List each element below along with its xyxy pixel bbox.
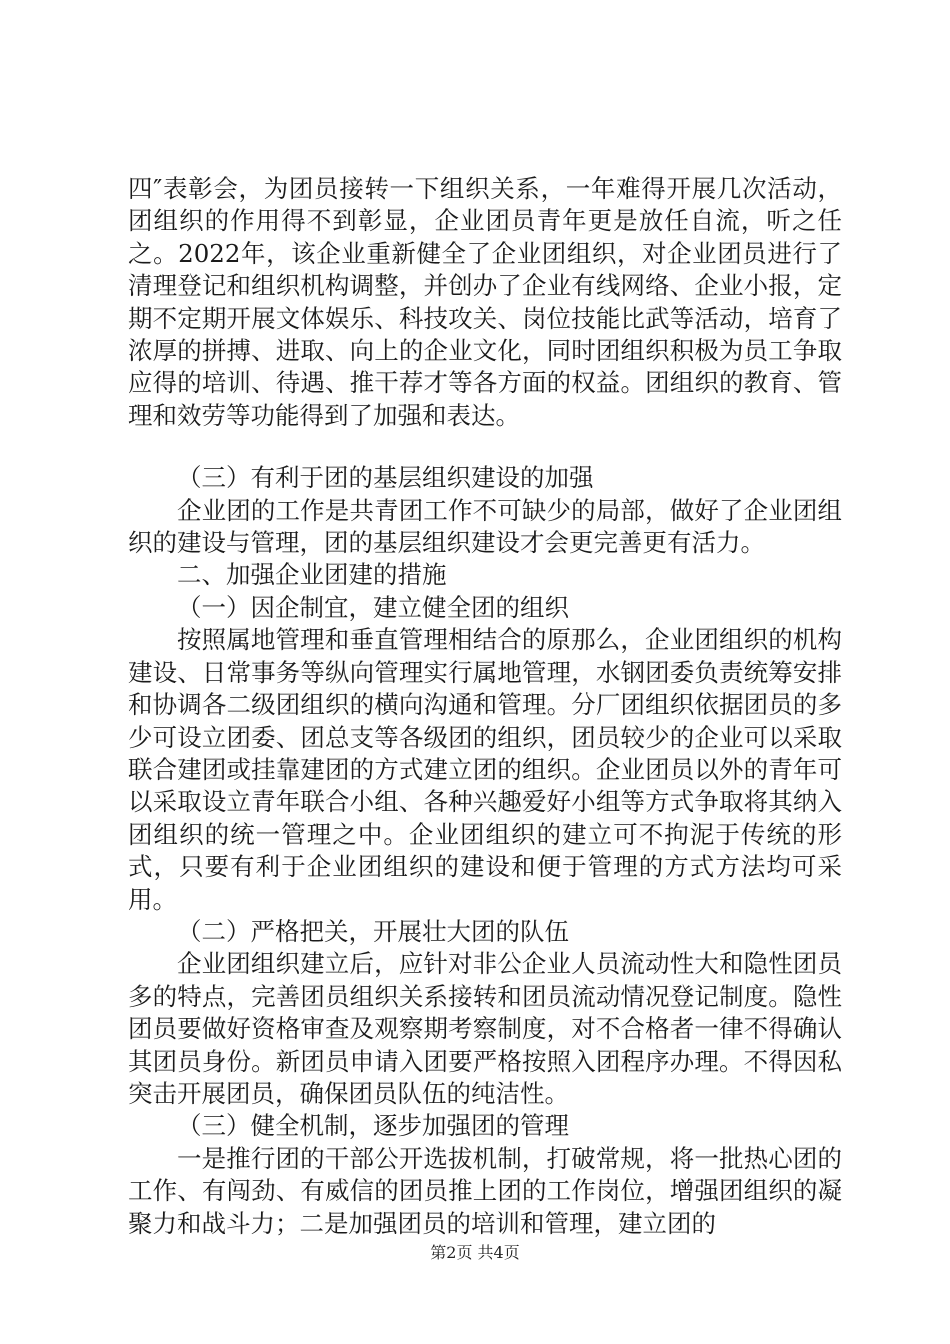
paragraph-team: 企业团组织建立后，应针对非公企业人员流动性大和隐性团员多的特点，完善团员组织关系接转和团员流动情况登记制度。隐性团员要做好资格审查及观察期考察制度，对不合格者一律不得确认其团员身份。新团员申请入团要严格按照入团程序办理。不得因私突击开展团员，确保团员队伍的纯洁性。 bbox=[128, 949, 842, 1108]
paragraph-grassroots: 企业团的工作是共青团工作不可缺少的局部，做好了企业团组织的建设与管理，团的基层组织建设才会更完善更有活力。 bbox=[128, 495, 842, 558]
page-footer: 第2页 共4页 bbox=[430, 1243, 520, 1262]
subheading-3-grassroots: （三）有利于团的基层组织建设的加强 bbox=[177, 463, 594, 493]
subheading-2-team: （二）严格把关，开展壮大团的队伍 bbox=[177, 916, 569, 946]
section-heading-measures: 二、加强企业团建的措施 bbox=[177, 560, 447, 590]
paragraph-organization: 按照属地管理和垂直管理相结合的原那么，企业团组织的机构建设、日常事务等纵向管理实行属地管理，水钢团委负责统筹安排和协调各二级团组织的横向沟通和管理。分厂团组织依据团员的多少可设立团委、团总支等各级团的组织，团员较少的企业可以采取联合建团或挂靠建团的方式建立团的组织。企业团员以外的青年可以采取设立青年联合小组、各种兴趣爱好小组等方式争取将其纳入团组织的统一管理之中。企业团组织的建立可不拘泥于传统的形式，只要有利于企业团组织的建设和便于管理的方式方法均可采用。 bbox=[128, 625, 842, 914]
document-body bbox=[128, 173, 842, 1240]
subheading-1-organization: （一）因企制宜，建立健全团的组织 bbox=[177, 592, 569, 622]
paragraph-continuation: 四″表彰会，为团员接转一下组织关系，一年难得开展几次活动，团组织的作用得不到彰显，企业团员青年更是放任自流，听之任之。2022年，该企业重新健全了企业团组织，对企业团员进行了清理登记和组织机构调整，并创办了企业有线网络、企业小报，定期不定期开展文体娱乐、科技攻关、岗位技能比武等活动，培育了浓厚的拼搏、进取、向上的企业文化，同时团组织积极为员工争取应得的培训、待遇、推干荐才等各方面的权益。团组织的教育、管理和效劳等功能得到了加强和表达。 bbox=[128, 174, 842, 430]
paragraph-mechanism: 一是推行团的干部公开选拔机制，打破常规，将一批热心团的工作、有闯劲、有威信的团员推上团的工作岗位，增强团组织的凝聚力和战斗力；二是加强团员的培训和管理，建立团的 bbox=[128, 1143, 842, 1238]
subheading-3-mechanism: （三）健全机制，逐步加强团的管理 bbox=[177, 1111, 569, 1141]
